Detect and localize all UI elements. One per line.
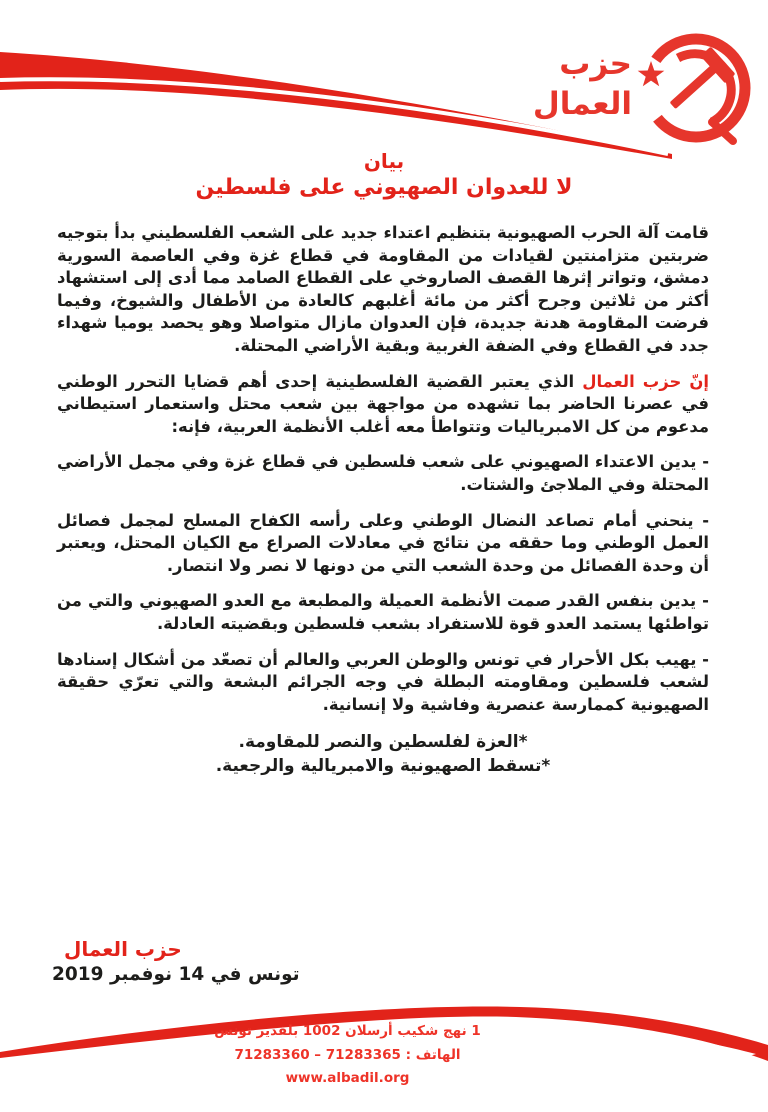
statement-point-1: - يدين الاعتداء الصهيوني على شعب فلسطين في قطاع غزة وفي مجمل الأراضي المحتلة وفي الملاجئ والشتات.	[57, 452, 709, 494]
signature-block	[52, 936, 300, 988]
star-icon	[638, 61, 665, 86]
slogans-block	[57, 730, 709, 778]
statement-point-3: - يدين بنفس القدر صمت الأنظمة العميلة والمطبعة مع العدو الصهيوني والتي من تواطئها يستمد العدو قوة للاستفراد بشعب فلسطين وبقضيته العادلة.	[57, 591, 709, 633]
statement-point-2: - ينحني أمام تصاعد النضال الوطني وعلى رأسه الكفاح المسلح لمجمل فصائل العمل الوطني وما حققه من نتائج في معادلات الصراع مع الكيان المحتل، ويعتبر أن وحدة الفصائل من وحدة الشعب التي من دونها لا نصر ولا انتصار.	[57, 510, 709, 575]
slogan-line-1: *العزة لفلسطين والنصر للمقاومة.	[238, 732, 528, 753]
party-logo-name-line1: حزب	[559, 46, 632, 82]
statement-body	[57, 222, 709, 778]
document-header	[0, 148, 768, 202]
footer-address: 1 نهج شكيب أرسلان 1002 بلفدير تونس	[214, 1023, 481, 1039]
party-name-highlight: إنّ حزب العمال	[582, 371, 709, 391]
statement-point-4: - يهيب بكل الأحرار في تونس والوطن العربي والعالم أن تصعّد من أشكال إسنادها لشعب فلسطين ومقاومته البطلة في وجه الجرائم البشعة والتي تعرّي حقيقة الصهيونية كممارسة عنصرية وفاشية ولا إنسانية.	[57, 649, 709, 714]
page-title: بيان	[363, 149, 405, 173]
paragraph-position-rest: الذي يعتبر القضية الفلسطينية إحدى أهم قضايا التحرر الوطني في عصرنا الحاضر بما تشهده من مواجهة بين شعب محتل واستعمار استيطاني مدعوم من كل الامبرياليات وتتواطأ معه أغلب الأنظمة العربية، فإنه:	[57, 371, 709, 436]
signature-place-date: تونس في 14 نوفمبر 2019	[52, 964, 300, 985]
footer-website: www.albadil.org	[285, 1070, 410, 1086]
footer-phone: الهاتف : 71283365 – 71283360	[234, 1046, 461, 1063]
page-subtitle: لا للعدوان الصهيوني على فلسطين	[195, 175, 573, 200]
footer-contact-block	[185, 1020, 510, 1091]
paragraph-intro: قامت آلة الحرب الصهيونية بتنظيم اعتداء جديد على الشعب الفلسطيني بدأ بتوجيه ضربتين متزامنتين لقيادات من المقاومة في قطاع غزة وفي العاصمة السورية دمشق، وتواتر إثرها القصف الصاروخي على القطاع الصامد مما أدى إلى استشهاد أكثر من ثلاثين وجرح أكثر من مائة أغلبهم كالعادة من الأطفال والشيوخ، وفيما فرضت المقاومة هدنة جديدة، فإن العدوان مازال متواصلا وهو يحصد يوميا شهداء جدد في القطاع وفي الضفة الغربية وبقية الأراضي المحتلة.	[57, 223, 709, 355]
party-logo-name-line2: العمال	[532, 86, 632, 122]
slogan-line-2: *تسقط الصهيونية والامبريالية والرجعية.	[215, 756, 551, 777]
party-logo-name	[533, 44, 632, 124]
paragraph-position	[57, 371, 709, 439]
party-logo	[533, 26, 754, 150]
signature-party-name: حزب العمال	[64, 937, 182, 961]
hammer-sickle-star-emblem-icon	[634, 26, 754, 150]
